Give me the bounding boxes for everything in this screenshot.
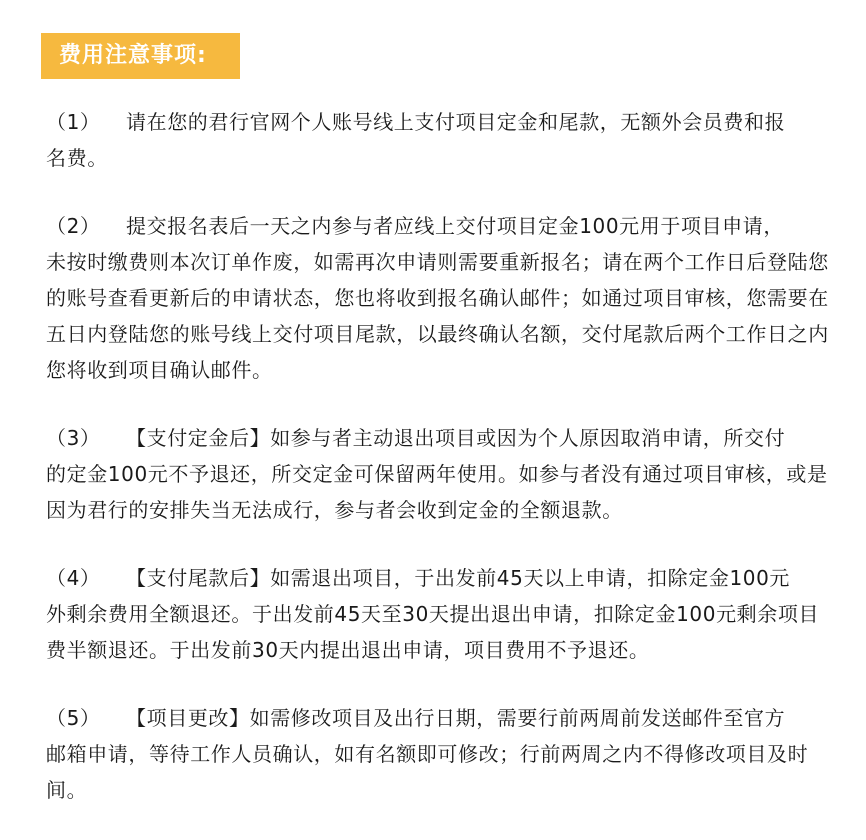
note-text-rest: 名费。 [46,146,108,170]
note-paragraph-1 [46,104,836,176]
note-text-first-line: 请在您的君行官网个人账号线上支付项目定金和尾款，无额外会员费和报 [126,110,786,134]
note-text-first-line: 【项目更改】如需修改项目及出行日期，需要行前两周前发送邮件至官方 [126,706,786,730]
note-paragraph-2 [46,208,836,388]
note-number: （1） [46,110,101,134]
note-paragraph-5 [46,700,836,808]
section-title: 费用注意事项: [59,43,207,68]
note-text-rest: 的定金100元不予退还，所交定金可保留两年使用。如参与者没有通过项目审核，或是因为君行的安排失当无法成行，参与者会收到定金的全额退款。 [46,462,828,522]
note-text-rest: 未按时缴费则本次订单作废，如需再次申请则需要重新报名；请在两个工作日后登陆您的账号查看更新后的申请状态，您也将收到报名确认邮件；如通过项目审核，您需要在五日内登陆您的账号线上交付项目尾款，以最终确认名额，交付尾款后两个工作日之内您将收到项目确认邮件。 [46,250,829,382]
fee-notes-content [46,104,836,840]
note-text-first-line: 【支付定金后】如参与者主动退出项目或因为个人原因取消申请，所交付 [126,426,786,450]
note-number: （5） [46,706,101,730]
note-number: （3） [46,426,101,450]
note-paragraph-3 [46,420,836,528]
note-number: （2） [46,214,101,238]
note-number: （4） [46,566,101,590]
note-text-rest: 邮箱申请，等待工作人员确认，如有名额即可修改；行前两周之内不得修改项目及时间。 [46,742,809,802]
note-text-first-line: 提交报名表后一天之内参与者应线上交付项目定金100元用于项目申请， [126,214,784,238]
note-paragraph-4 [46,560,836,668]
note-text-rest: 外剩余费用全额退还。于出发前45天至30天提出退出申请，扣除定金100元剩余项目费半额退还。于出发前30天内提出退出申请，项目费用不予退还。 [46,602,820,662]
section-title-badge [41,33,240,79]
note-text-first-line: 【支付尾款后】如需退出项目，于出发前45天以上申请，扣除定金100元 [126,566,791,590]
